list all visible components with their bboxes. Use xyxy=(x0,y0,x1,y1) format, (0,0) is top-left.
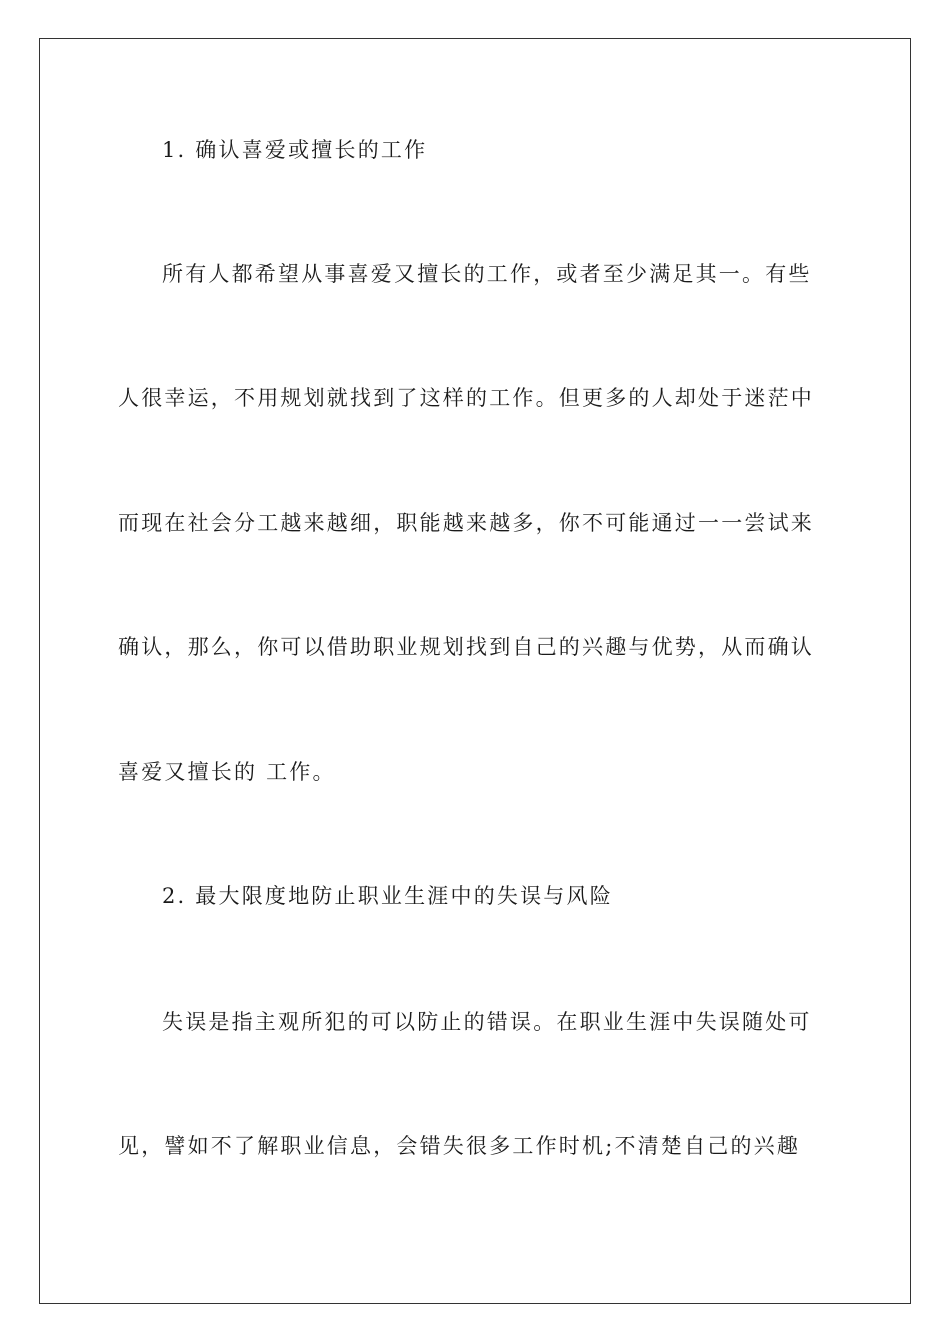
paragraph-line: 人很幸运，不用规划就找到了这样的工作。但更多的人却处于迷茫中 xyxy=(118,386,814,410)
paragraph-line: 而现在社会分工越来越细，职能越来越多，你不可能通过一一尝试来 xyxy=(118,511,814,535)
section-heading-2: 2. 最大限度地防止职业生涯中的失误与风险 xyxy=(162,884,613,908)
page-frame xyxy=(39,38,911,1304)
paragraph-line: 见，譬如不了解职业信息，会错失很多工作时机;不清楚自己的兴趣 xyxy=(118,1134,801,1158)
paragraph-line: 所有人都希望从事喜爱又擅长的工作，或者至少满足其一。有些 xyxy=(162,262,812,286)
section-heading-1: 1. 确认喜爱或擅长的工作 xyxy=(162,138,428,162)
paragraph-line: 确认，那么，你可以借助职业规划找到自己的兴趣与优势，从而确认 xyxy=(118,635,814,659)
paragraph-line: 喜爱又擅长的 工作。 xyxy=(118,760,336,784)
paragraph-line: 失误是指主观所犯的可以防止的错误。在职业生涯中失误随处可 xyxy=(162,1010,812,1034)
